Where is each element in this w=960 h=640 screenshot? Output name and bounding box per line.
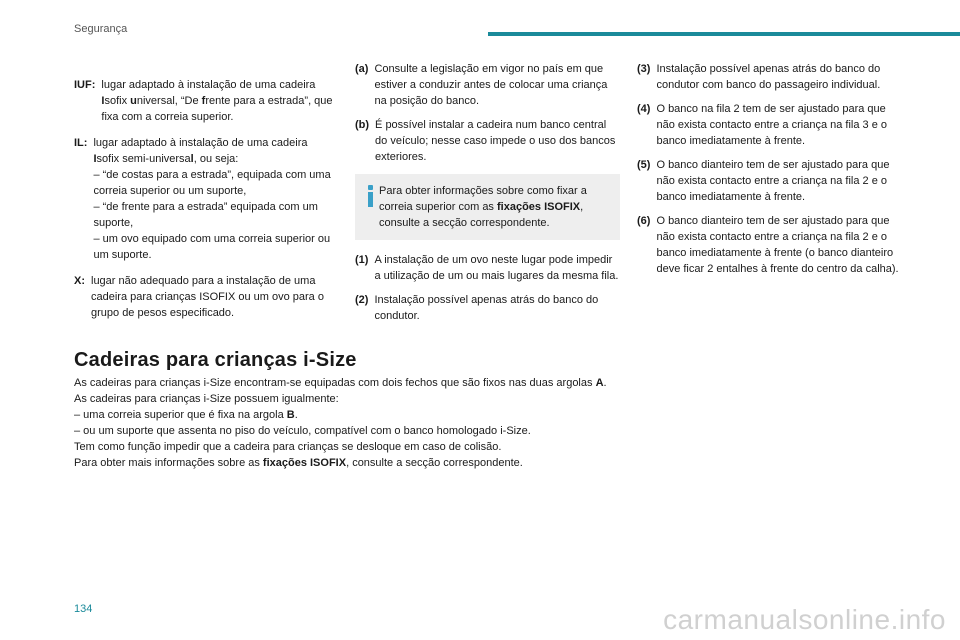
legend-text: lugar não adequado para a instalação de uma cadeira para crianças ISOFIX ou um ovo para o grupo de pesos especificado.: [91, 275, 324, 319]
note-label: (5): [637, 159, 651, 171]
note-label: (3): [637, 63, 651, 75]
note-item-5: [637, 157, 904, 205]
paragraph: Tem como função impedir que a cadeira para crianças se desloque em caso de colisão.: [74, 441, 502, 453]
column-notes-a: [355, 61, 620, 332]
note-label: (4): [637, 103, 651, 115]
watermark: carmanualsonline.info: [663, 604, 946, 635]
note-label: (b): [355, 119, 370, 131]
note-label: (a): [355, 63, 369, 75]
list-item: – uma correia superior que é fixa na argola B.: [74, 409, 298, 421]
info-box: [355, 174, 620, 240]
legend-item-iuf: [74, 77, 336, 125]
legend-label: IL:: [74, 137, 88, 149]
note-text: É possível instalar a cadeira num banco central do veículo; nesse caso impede o uso dos bancos exteriores.: [375, 119, 616, 163]
note-text: O banco dianteiro tem de ser ajustado para que não exista contacto entre a criança na fila 2 e o banco imediatamente à frente (o banco dianteiro deve ficar 2 entalhes à frente do centro da calha).: [656, 215, 899, 275]
list-item: – ou um suporte que assenta no piso do veículo, compatível com o banco homologado i-Size.: [74, 425, 531, 437]
column-legend: [74, 77, 336, 329]
note-text: O banco na fila 2 tem de ser ajustado para que não exista contacto entre a criança na fila 3 e o banco imediatamente à frente.: [656, 103, 887, 147]
paragraph: As cadeiras para crianças i-Size encontram-se equipadas com dois fechos que são fixos nas duas argolas A.: [74, 377, 607, 389]
note-item-3: [637, 61, 904, 93]
note-item-4: [637, 101, 904, 149]
note-item-6: [637, 213, 904, 277]
paragraph: As cadeiras para crianças i-Size possuem igualmente:: [74, 393, 339, 405]
column-notes-b: [637, 61, 904, 285]
header-accent-bar: [488, 32, 960, 36]
note-text: Instalação possível apenas atrás do banco do condutor com banco do passageiro individual.: [656, 63, 881, 91]
legend-label: X:: [74, 275, 85, 287]
note-text: Consulte a legislação em vigor no país em que estiver a conduzir antes de colocar uma criança na posição do banco.: [374, 63, 608, 107]
legend-label: IUF:: [74, 79, 96, 91]
note-item-2: [355, 292, 620, 324]
info-text: Para obter informações sobre como fixar a correia superior com as fixações ISOFIX, consulte a secção correspondente.: [379, 185, 587, 229]
note-text: A instalação de um ovo neste lugar pode impedir a utilização de um ou mais lugares da mesma fila.: [374, 254, 619, 282]
note-text: O banco dianteiro tem de ser ajustado para que não exista contacto entre a criança na fila 2 e o banco imediatamente à frente.: [656, 159, 890, 203]
legend-text: lugar adaptado à instalação de uma cadeira Isofix universal, “De frente para a estrada”, que fixa com a correia superior.: [101, 79, 333, 123]
info-icon: [367, 185, 374, 207]
note-item-b: [355, 117, 620, 165]
legend-item-il: [74, 135, 336, 263]
paragraph: Para obter mais informações sobre as fixações ISOFIX, consulte a secção correspondente.: [74, 457, 523, 469]
page-number: 134: [74, 603, 93, 615]
note-label: (2): [355, 294, 369, 306]
note-item-1: [355, 252, 620, 284]
legend-text: lugar adaptado à instalação de uma cadeira Isofix semi-universal, ou seja: – “de costas para a estrada”, equipada com uma correia superior ou um suporte, – “de frente para a estrada” equipada com um suporte, – um ovo equipado com uma correia superior ou um suporte.: [93, 137, 331, 261]
note-text: Instalação possível apenas atrás do banco do condutor.: [374, 294, 599, 322]
note-label: (6): [637, 215, 651, 227]
section-title: Cadeiras para crianças i-Size: [74, 349, 357, 371]
note-label: (1): [355, 254, 369, 266]
section-header: Segurança: [74, 23, 128, 35]
isize-section: [74, 347, 634, 471]
legend-item-x: [74, 273, 336, 321]
note-item-a: [355, 61, 620, 109]
